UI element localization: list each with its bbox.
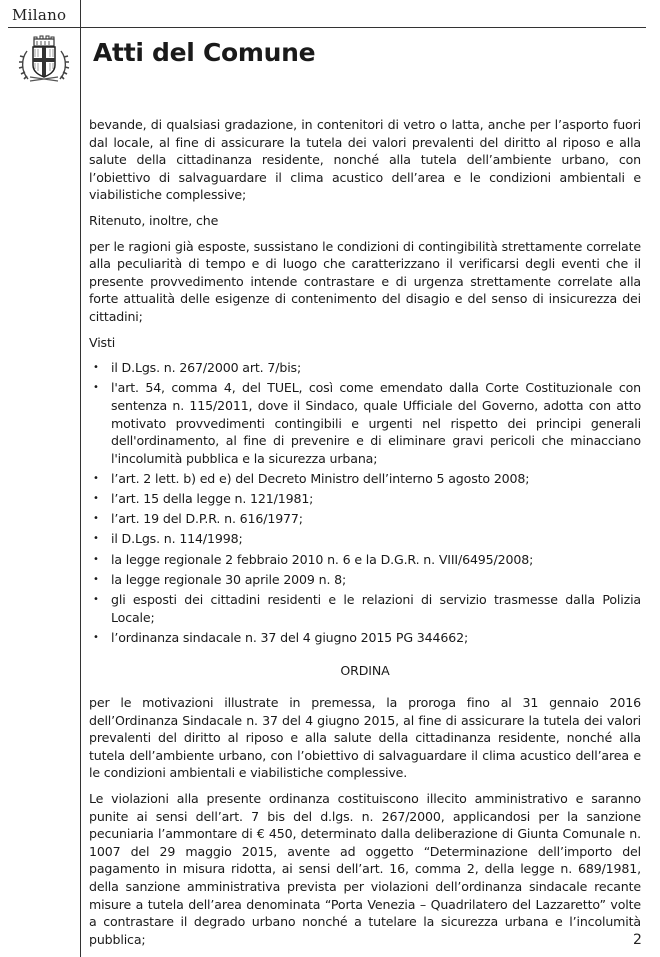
bullet-icon: • [93,631,99,643]
ordina-paragraph: per le motivazioni illustrate in premessa, la proroga fino al 31 gennaio 2016 dell’Ordinanza Sindacale n. 37 del 4 giugno 2015, al fine di assicurare la tutela dei valori prevalenti del diritto al riposo e alla salute della cittadinanza residente, nonché alla tutela dell’ambiente urbano, con l’obiettivo di salvaguardare il clima acustico dell’area e le condizioni ambientali e viabilistiche complessive. [89,694,641,781]
bullet-icon: • [93,594,99,605]
list-item-text: la legge regionale 2 febbraio 2010 n. 6 e la D.G.R. n. VIII/6495/2008; [111,551,534,567]
bullet-icon: • [93,362,99,374]
list-item-text: l'art. 54, comma 4, del TUEL, così come emendato dalla Corte Costituzionale con sentenza n. 115/2011, dove il Sindaco, quale Ufficiale del Governo, adotta con atto motivato provvedimenti contingibili e urgenti nel rispetto dei principi generali dell'ordinamento, al fine di prevenire e di eliminare gravi pericoli che minacciano l'incolumità pubblica e la sicurezza urbana; [111,380,641,466]
list-item [89,530,641,548]
milan-coat-of-arms-icon [18,35,70,87]
list-item [89,470,641,488]
list-item [89,490,641,508]
visti-label: Visti [89,334,116,350]
bullet-icon: • [93,513,99,525]
page-number: 2 [633,932,642,948]
list-item [89,359,641,377]
list-item-text: il D.Lgs. n. 267/2000 art. 7/bis; [111,360,302,376]
list-item [89,510,641,528]
list-item [89,591,641,626]
visti-list [89,359,641,646]
list-item-text: la legge regionale 30 aprile 2009 n. 8; [111,571,347,587]
vertical-margin-rule [80,0,81,957]
intro-paragraph: bevande, di qualsiasi gradazione, in contenitori di vetro o latta, anche per l’asporto fuori dal locale, al fine di assicurare la tutela dei valori prevalenti del diritto al riposo e alla salute della cittadinanza residente, nonché alla tutela dell’ambiente urbano, con l’obiettivo di salvaguardare il clima acustico dell’area e le condizioni ambientali e viabilistiche complessive; [89,117,641,203]
bullet-icon: • [93,533,99,545]
list-item-text: l’ordinanza sindacale n. 37 del 4 giugno 2015 PG 344662; [111,629,469,645]
list-item [89,571,641,589]
ordina-heading: ORDINA [340,663,390,679]
list-item [89,551,641,569]
bullet-icon: • [93,553,99,565]
list-item-text: l’art. 19 del D.P.R. n. 616/1977; [111,511,303,527]
list-item-text: l’art. 15 della legge n. 121/1981; [111,491,314,507]
ritenuto-label: Ritenuto, inoltre, che [89,212,219,228]
city-name: Milano [12,6,67,24]
header-rule [8,27,646,28]
list-item [89,629,641,647]
list-item-text: il D.Lgs. n. 114/1998; [111,531,243,547]
page-title: Atti del Comune [93,38,316,67]
bullet-icon: • [93,382,99,394]
bullet-icon: • [93,573,99,585]
list-item-text: gli esposti dei cittadini residenti e le relazioni di servizio trasmesse dalla Polizia Locale; [111,592,641,625]
document-body [89,116,641,956]
violazioni-paragraph: Le violazioni alla presente ordinanza costituiscono illecito amministrativo e saranno punite ai sensi dell’art. 7 bis del d.lgs. n. 267/2000, applicandosi per la sanzione pecuniaria l’ammontare di € 450, determinato dalla deliberazione di Giunta Comunale n. 1007 del 29 maggio 2015, avente ad oggetto “Determinazione dell’importo del pagamento in misura ridotta, ai sensi dell’art. 16, comma 2, della legge n. 689/1981, della sanzione amministrativa prevista per violazioni dell’ordinanza sindacale recante misure a tutela dell’area denominata “Porta Venezia – Quadrilatero del Lazzaretto” volte a contrastare il degrado urbano nonché a tutelare la sicurezza urbana e l’incolumità pubblica; [89,790,641,947]
bullet-icon: • [93,472,99,484]
list-item-text: l’art. 2 lett. b) ed e) del Decreto Ministro dell’interno 5 agosto 2008; [111,470,530,486]
ritenuto-paragraph: per le ragioni già esposte, sussistano le condizioni di contingibilità strettamente correlate alla peculiarità di tempo e di luogo che caratterizzano il verificarsi degli eventi che il presente provvedimento intende contrastare e di urgenza strettamente correlate alla forte attualità delle esigenze di contenimento del disagio e del senso di insicurezza dei cittadini; [89,238,641,324]
list-item [89,379,641,467]
bullet-icon: • [93,493,99,505]
